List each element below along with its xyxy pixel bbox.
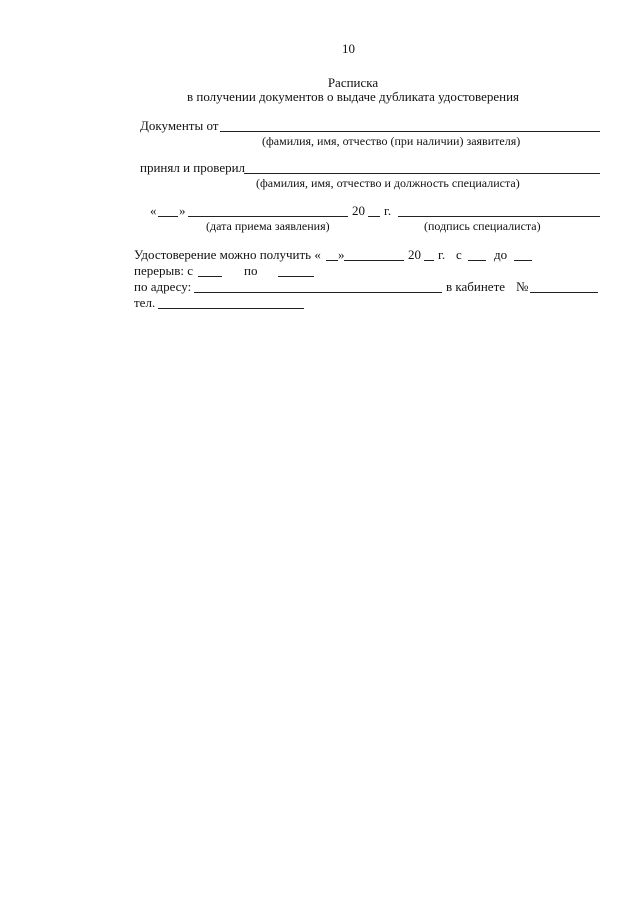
receive-to-time-line[interactable] bbox=[514, 260, 532, 261]
specialist-name-line[interactable] bbox=[244, 173, 600, 174]
receive-year-line[interactable] bbox=[424, 260, 434, 261]
page-number: 10 bbox=[342, 41, 355, 56]
signature-line[interactable] bbox=[398, 216, 600, 217]
receive-to-label: до bbox=[494, 247, 508, 262]
date-close-quote: » bbox=[179, 203, 186, 218]
applicant-name-line[interactable] bbox=[220, 131, 600, 132]
receive-close-quote: » bbox=[338, 247, 345, 262]
document-title: Расписка bbox=[327, 75, 379, 90]
receive-month-line[interactable] bbox=[344, 260, 404, 261]
date-month-line[interactable] bbox=[188, 216, 348, 217]
date-day-line[interactable] bbox=[158, 216, 178, 217]
office-number-label: № bbox=[516, 279, 529, 294]
break-from-line[interactable] bbox=[198, 276, 222, 277]
date-year-suffix: г. bbox=[384, 203, 392, 218]
receive-year-suffix: г. bbox=[438, 247, 446, 262]
break-label: перерыв: с bbox=[134, 263, 194, 278]
signature-caption: (подпись специалиста) bbox=[424, 219, 541, 233]
date-year-prefix: 20 bbox=[352, 203, 365, 218]
break-to-label: по bbox=[244, 263, 258, 278]
phone-line[interactable] bbox=[158, 308, 304, 309]
document-subtitle: в получении документов о выдаче дубликата удостоверения bbox=[186, 89, 520, 104]
applicant-caption: (фамилия, имя, отчество (при наличии) заявителя) bbox=[262, 134, 521, 148]
date-year-line[interactable] bbox=[368, 216, 380, 217]
receive-from-time-line[interactable] bbox=[468, 260, 486, 261]
accepted-label: принял и проверил bbox=[140, 160, 246, 175]
receive-from-label: с bbox=[456, 247, 462, 262]
office-label: в кабинете bbox=[446, 279, 506, 294]
office-number-line[interactable] bbox=[530, 292, 598, 293]
date-open-quote: « bbox=[150, 203, 157, 218]
address-line[interactable] bbox=[194, 292, 442, 293]
date-caption: (дата приема заявления) bbox=[206, 219, 330, 233]
receive-label: Удостоверение можно получить « bbox=[134, 247, 321, 262]
phone-label: тел. bbox=[134, 295, 156, 310]
specialist-caption: (фамилия, имя, отчество и должность специалиста) bbox=[256, 176, 520, 190]
break-to-line[interactable] bbox=[278, 276, 314, 277]
receive-day-line[interactable] bbox=[326, 260, 338, 261]
documents-from-label: Документы от bbox=[140, 118, 219, 133]
receive-year-prefix: 20 bbox=[408, 247, 421, 262]
address-label: по адресу: bbox=[134, 279, 192, 294]
